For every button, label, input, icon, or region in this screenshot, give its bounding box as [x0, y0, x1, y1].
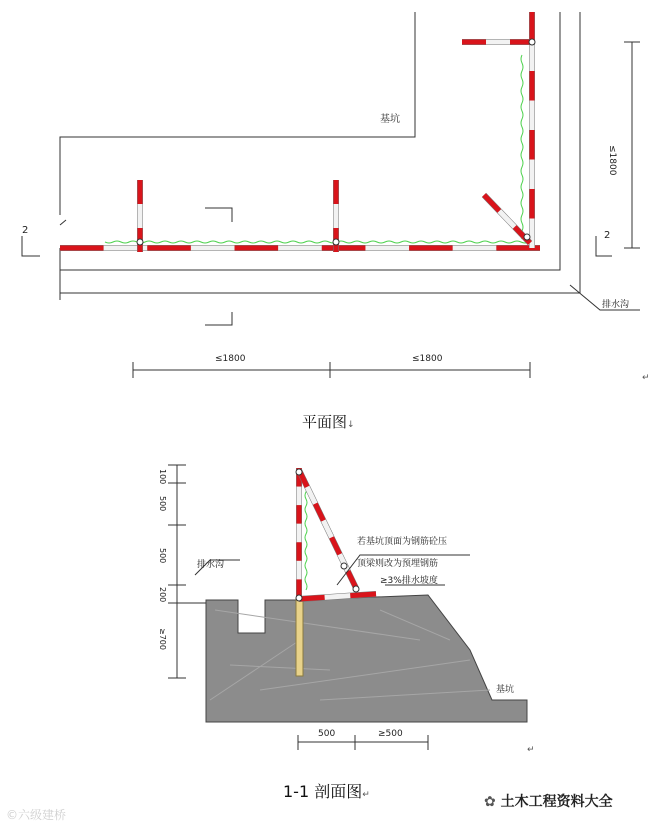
section-caption-text: 1-1 剖面图 — [283, 782, 363, 801]
section-mark-top — [205, 208, 232, 222]
plan-safety-net — [105, 55, 529, 243]
section-note-line1: 若基坑顶面为钢筋砼压 — [357, 537, 448, 547]
dim-v-500-a: 500 — [158, 496, 167, 512]
section-joint — [341, 563, 347, 569]
dim-vertical — [168, 465, 206, 678]
section-pit-label: 基坑 — [496, 685, 515, 695]
plan-dim-left: ≤1800 — [215, 354, 246, 364]
section-caption — [283, 779, 370, 802]
dim-v-700: ≥700 — [158, 628, 167, 650]
plan-caption — [302, 411, 355, 432]
plan-ditch-label: 排水沟 — [602, 300, 630, 310]
section-mark-bottom — [205, 312, 232, 325]
plan-dim-vertical: ≤1800 — [607, 145, 617, 176]
net-vertical — [521, 55, 523, 239]
section-mark-2-right-text: 2 — [604, 230, 611, 241]
return-mark-icon: ↵ — [527, 745, 535, 755]
dim-v-200: 200 — [158, 587, 167, 603]
section-slope-note: ≥3%排水坡度 — [380, 576, 438, 586]
plan-brace-diagonal — [484, 195, 530, 243]
section-ditch-label: 排水沟 — [197, 560, 225, 570]
section-view — [168, 465, 527, 750]
section-note-line2: 顶梁则改为预埋钢筋 — [357, 559, 439, 569]
dim-v-500-b: 500 — [158, 548, 167, 564]
return-mark-icon: ↵ — [642, 373, 650, 383]
section-brace-diagonal — [299, 470, 356, 588]
plan-joint — [137, 239, 143, 245]
dim-h-500: 500 — [318, 729, 336, 739]
section-mark-2-left-text: 2 — [22, 225, 29, 236]
return-mark-icon: ↓ — [347, 420, 355, 430]
section-joint — [296, 469, 302, 475]
watermark-logo-icon: © — [6, 808, 18, 822]
return-mark-icon: ↵ — [362, 790, 370, 800]
wechat-icon: ✿ — [484, 794, 496, 810]
watermark-right — [484, 791, 613, 811]
outer-line-1 — [60, 12, 560, 270]
pit-outline — [60, 12, 415, 215]
plan-joint — [529, 39, 535, 45]
plan-rails — [60, 12, 540, 252]
section-joint — [296, 595, 302, 601]
embedded-post — [296, 598, 303, 676]
dim-v-100: 100 — [158, 469, 167, 485]
plan-joint — [524, 234, 530, 240]
net-section — [305, 478, 307, 590]
section-mark-2-left — [22, 236, 40, 256]
section-rails — [296, 468, 376, 601]
plan-view — [22, 12, 640, 378]
plan-joint — [333, 239, 339, 245]
section-joint — [353, 586, 359, 592]
break-mark — [60, 220, 66, 225]
plan-dim-right: ≤1800 — [412, 354, 443, 364]
plan-caption-text: 平面图 — [302, 413, 348, 431]
watermark-left — [6, 806, 66, 823]
watermark-left-text: 六级建桥 — [18, 808, 67, 822]
watermark-right-text: 土木工程资料大全 — [500, 794, 613, 810]
ground-concrete — [206, 595, 527, 722]
dim-h-500-min: ≥500 — [378, 729, 403, 739]
net-horizontal — [105, 241, 529, 243]
plan-pit-label: 基坑 — [380, 114, 400, 125]
